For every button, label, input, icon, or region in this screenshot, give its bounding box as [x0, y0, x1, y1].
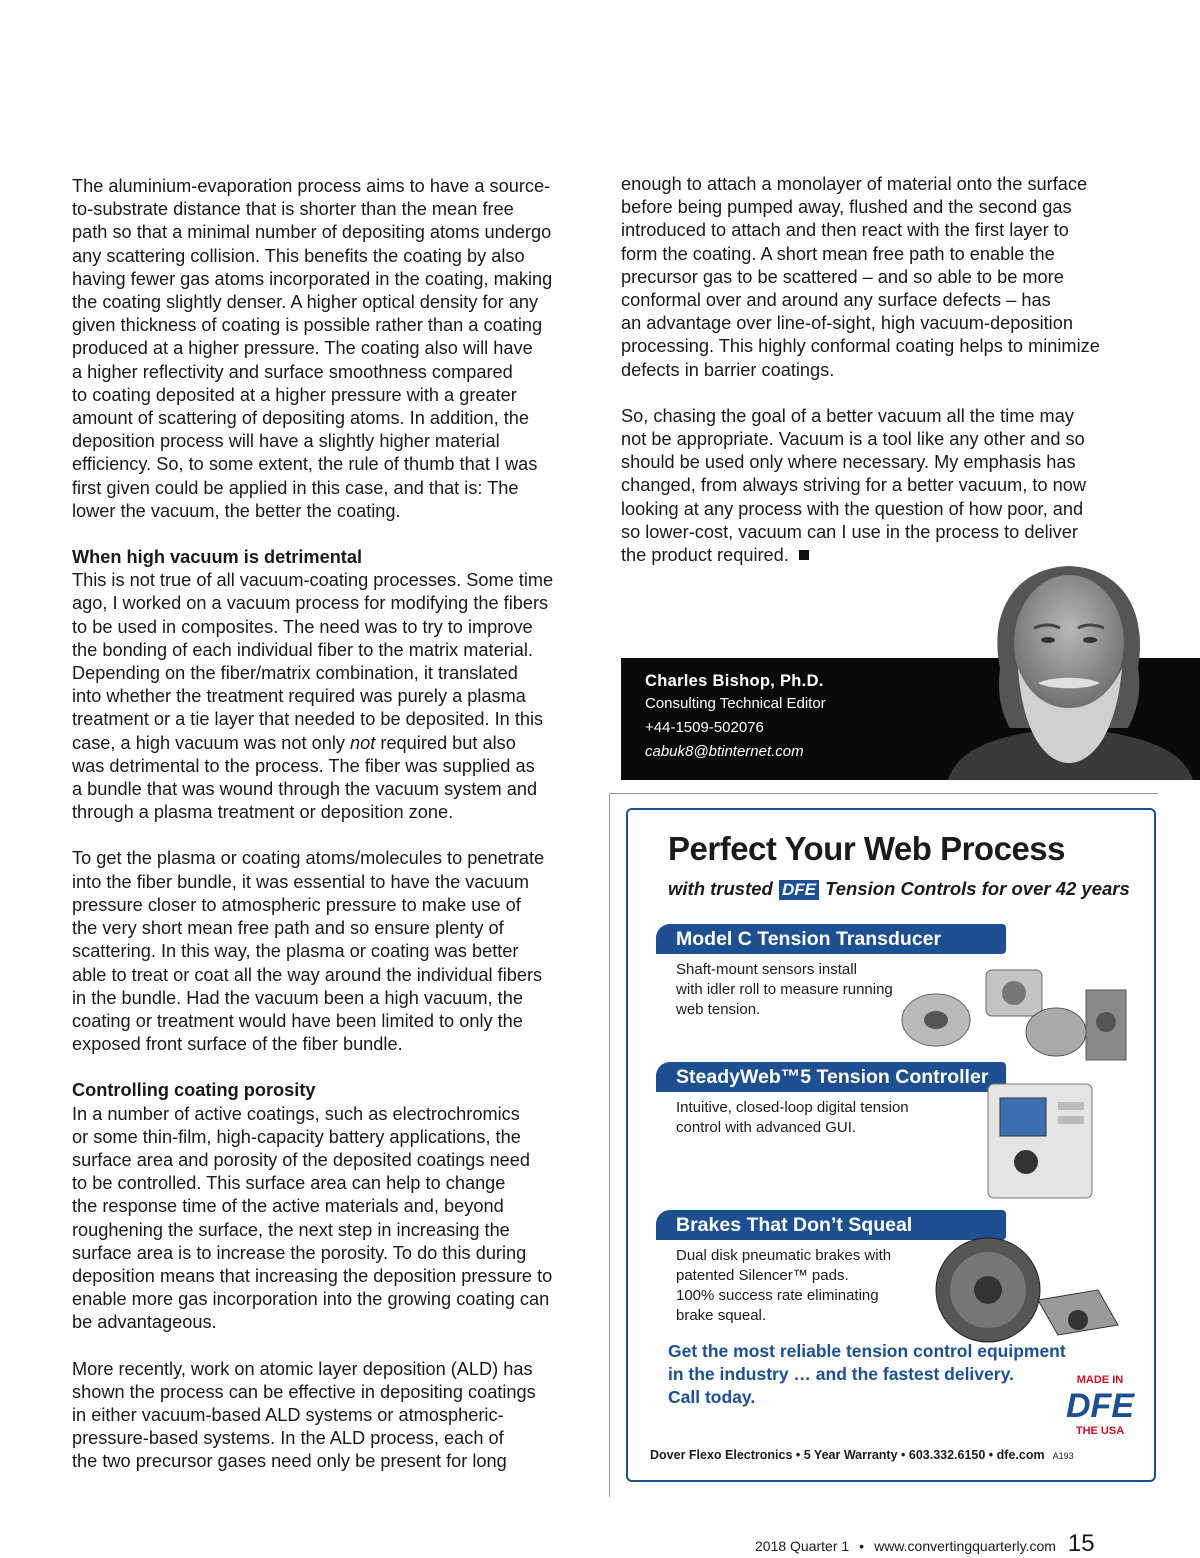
- section-heading-high-vacuum: When high vacuum is detrimental: [72, 547, 363, 568]
- ad-subline-pre: with trusted: [668, 878, 773, 899]
- tension-transducer-image: [896, 960, 1136, 1070]
- dfe-logo: DFE: [1066, 1387, 1134, 1425]
- ad-contact-line: Dover Flexo Electronics • 5 Year Warranty • 603.332.6150 • dfe.com: [650, 1448, 1045, 1462]
- ad-subline-post: Tension Controls for over 42 years: [825, 878, 1130, 899]
- ad-subline: [668, 878, 1130, 900]
- steadyweb-controller-image: [986, 1082, 1096, 1202]
- body-paragraph: In a number of active coatings, such as electrochromics or some thin-film, high-capacity battery applications, the surface area and porosity of the deposited coatings need to be controlled. This surface area can help to change the response time of the active materials and, beyond roughening the surface, the next step in increasing the surface area is to increase the porosity. To do this during deposition means that increasing the deposition pressure to enable more gas incorporation into the growing coating can be advantageous.: [72, 1103, 553, 1333]
- ad-call-to-action: Get the most reliable tension control equipment in the industry … and the fastest delivery. Call today.: [668, 1341, 1066, 1407]
- ad-headline: Perfect Your Web Process: [668, 830, 1066, 867]
- left-column: [72, 175, 602, 1474]
- emphasis-text: not: [350, 732, 376, 753]
- author-phone: +44-1509-502076: [645, 719, 764, 736]
- section-text: Dual disk pneumatic brakes with patented Silencer™ pads. 100% success rate eliminating brake squeal.: [676, 1247, 892, 1324]
- author-name: Charles Bishop, Ph.D.: [645, 672, 824, 690]
- ad-code: A193: [1052, 1451, 1074, 1461]
- section-title-bar: Model C Tension Transducer: [656, 924, 1006, 954]
- made-in-bottom: THE USA: [1075, 1425, 1125, 1437]
- page-footer: [755, 1530, 1095, 1558]
- body-paragraph: To get the plasma or coating atoms/molecules to penetrate into the fiber bundle, it was essential to have the vacuum pressure closer to atmospheric pressure to make use of the very short mean free path and so ensure plenty of scattering. In this way, the plasma or coating was better able to treat or coat all the way around the individual fibers in the bundle. Had the vacuum been a high vacuum, the coating or treatment would have been limited to only the exposed front surface of the fiber bundle.: [72, 848, 545, 1055]
- author-info: [645, 670, 826, 764]
- footer-bullet: •: [859, 1538, 865, 1554]
- text-run: So, chasing the goal of a better vacuum all the time may not be appropriate. Vacuum is a tool like any other and so should be used only where necessary. My emphasis has changed, from always striving for a better vacuum, to now looking at any process with the question of how poor, and so lower-cost, vacuum can I use in the process to deliver the product required.: [621, 405, 1087, 566]
- section-title-bar: SteadyWeb™5 Tension Controller: [656, 1062, 1006, 1092]
- website-link[interactable]: www.convertingquarterly.com: [874, 1538, 1056, 1554]
- issue-label: 2018 Quarter 1: [755, 1538, 850, 1554]
- text-run: This is not true of all vacuum-coating processes. Some time ago, I worked on a vacuum process for modifying the fibers to be used in composites. The need was to try to improve the bonding of each individual fiber to the matrix material. Depending on the fiber/matrix combination, it translated into whether the treatment required was purely a plasma treatment or a tie layer that needed to be deposited. In this case, a high vacuum was not only: [72, 570, 554, 753]
- right-column: [621, 173, 1161, 567]
- section-text: Intuitive, closed-loop digital tension control with advanced GUI.: [676, 1099, 909, 1136]
- made-in-top: MADE IN: [1076, 1374, 1124, 1386]
- body-paragraph: enough to attach a monolayer of material onto the surface before being pumped away, flushed and the second gas introduced to attach and then react with the first layer to form the coating. A short mean free path to enable the precursor gas to be scattered – and so able to be more conformal over and around any surface defects – has an advantage over line-of-sight, high vacuum-deposition processing. This highly conformal coating helps to minimize defects in barrier coatings.: [621, 174, 1100, 380]
- made-in-usa-badge: [1060, 1374, 1140, 1438]
- section-title-bar: Brakes That Don’t Squeal: [656, 1210, 1006, 1240]
- body-paragraph: [72, 569, 602, 824]
- body-paragraph: [621, 405, 1161, 567]
- author-portrait: [938, 548, 1200, 780]
- dfe-logo-inline: DFE: [779, 880, 819, 900]
- page-number: 15: [1067, 1530, 1095, 1557]
- end-mark-icon: [799, 550, 809, 560]
- author-email: cabuk8@btinternet.com: [645, 743, 804, 760]
- body-paragraph: More recently, work on atomic layer deposition (ALD) has shown the process can be effective in depositing coatings in either vacuum-based ALD systems or atmospheric- pressure-based systems. In the ALD process, each of the two precursor gases need only be present for long: [72, 1358, 536, 1472]
- dfe-advertisement[interactable]: [626, 808, 1156, 1482]
- section-heading-porosity: Controlling coating porosity: [72, 1080, 316, 1101]
- section-text: Shaft-mount sensors install with idler roll to measure running web tension.: [676, 961, 893, 1018]
- author-title: Consulting Technical Editor: [645, 695, 826, 712]
- text-run: required but also was detrimental to the process. The fiber was supplied as a bundle that was wound through the vacuum system and through a plasma treatment or deposition zone.: [72, 732, 538, 823]
- body-paragraph: The aluminium-evaporation process aims to have a source- to-substrate distance that is shorter than the mean free path so that a minimal number of depositing atoms undergo any scattering collision. This benefits the coating by also having fewer gas atoms incorporated in the coating, making the coating slightly denser. A higher optical density for any given thickness of coating is possible rather than a coating produced at a higher pressure. The coating also will have a higher reflectivity and surface smoothness compared to coating deposited at a higher pressure with a greater amount of scattering of depositing atoms. In addition, the deposition process will have a slightly higher material efficiency. So, to some extent, the rule of thumb that I was first given could be applied in this case, and that is: The lower the vacuum, the better the coating.: [72, 176, 553, 521]
- ad-footer: [650, 1448, 1074, 1462]
- brake-image: [928, 1230, 1128, 1350]
